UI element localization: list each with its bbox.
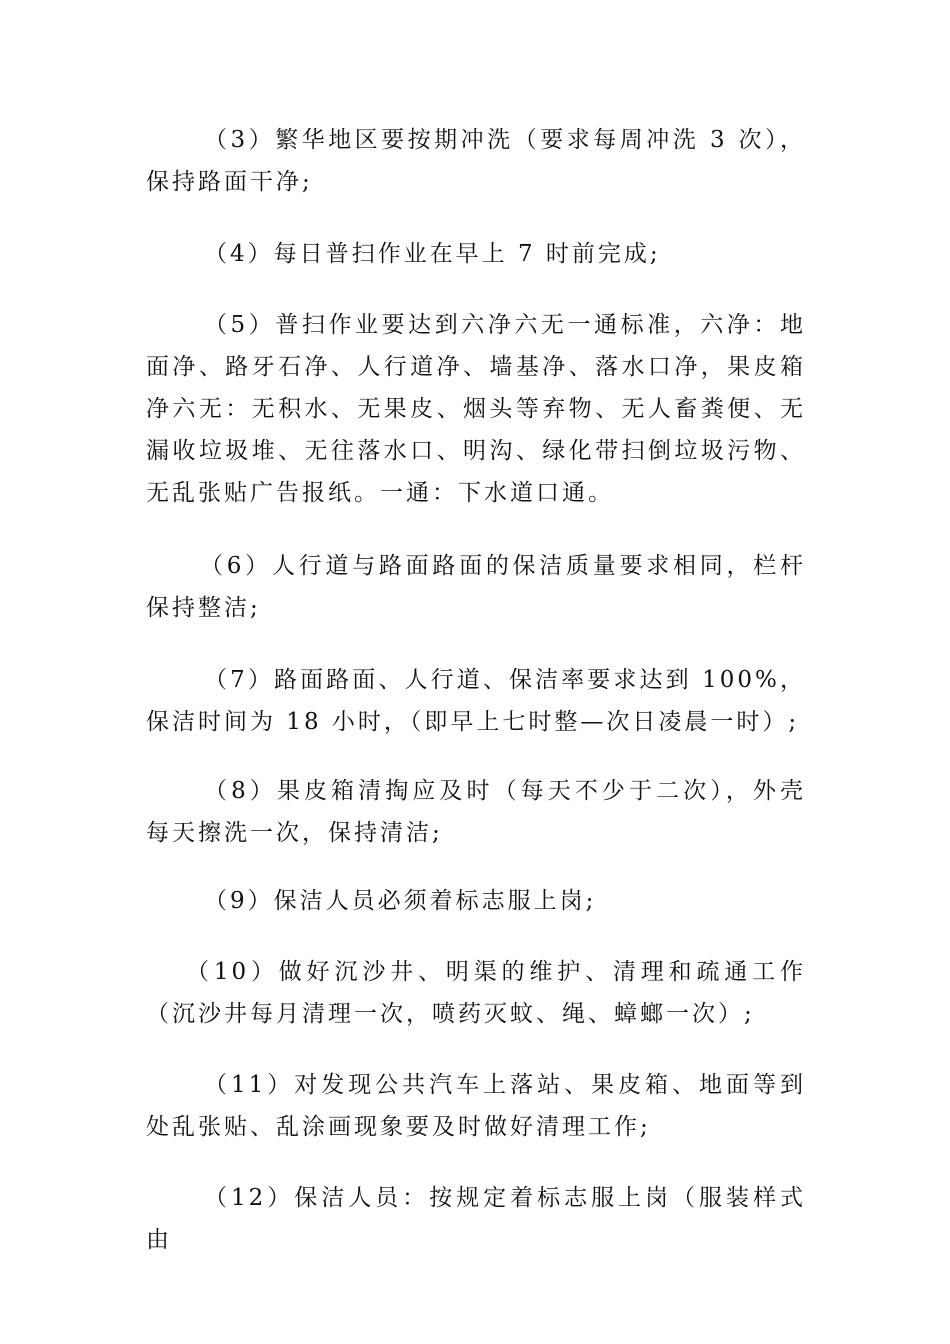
paragraph-8: （8）果皮箱清掏应及时（每天不少于二次），外壳每天擦洗一次，保持清洁; (146, 778, 806, 846)
paragraph-11: （11）对发现公共汽车上落站、果皮箱、地面等到处乱张贴、乱涂画现象要及时做好清理工作; (146, 1072, 806, 1140)
paragraph-5: （5）普扫作业要达到六净六无一通标准，六净：地面净、路牙石净、人行道净、墙基净、落水口净，果皮箱净六无：无积水、无果皮、烟头等弃物、无人畜粪便、无漏收垃圾堆、无往落水口、明沟、绿化带扫倒垃圾污物、无乱张贴广告报纸。一通：下水道口通。 (146, 312, 806, 506)
paragraph-3: （3）繁华地区要按期冲洗（要求每周冲洗 3 次），保持路面干净; (146, 127, 806, 195)
paragraph-7: （7）路面路面、人行道、保洁率要求达到 100%，保洁时间为 18 小时，（即早上七时整—次日凌晨一时）; (146, 667, 806, 735)
paragraph-9: （9）保洁人员必须着标志服上岗; (204, 888, 597, 914)
paragraph-12: （12）保洁人员：按规定着标志服上岗（服装样式由 (146, 1185, 806, 1253)
paragraph-6: （6）人行道与路面路面的保洁质量要求相同，栏杆保持整洁; (146, 553, 806, 621)
paragraph-10: （10）做好沉沙井、明渠的维护、清理和疏通工作（沉沙井每月清理一次，喷药灭蚊、绳、蟑螂一次）; (146, 959, 806, 1027)
paragraph-4: （4）每日普扫作业在早上 7 时前完成; (204, 241, 661, 267)
